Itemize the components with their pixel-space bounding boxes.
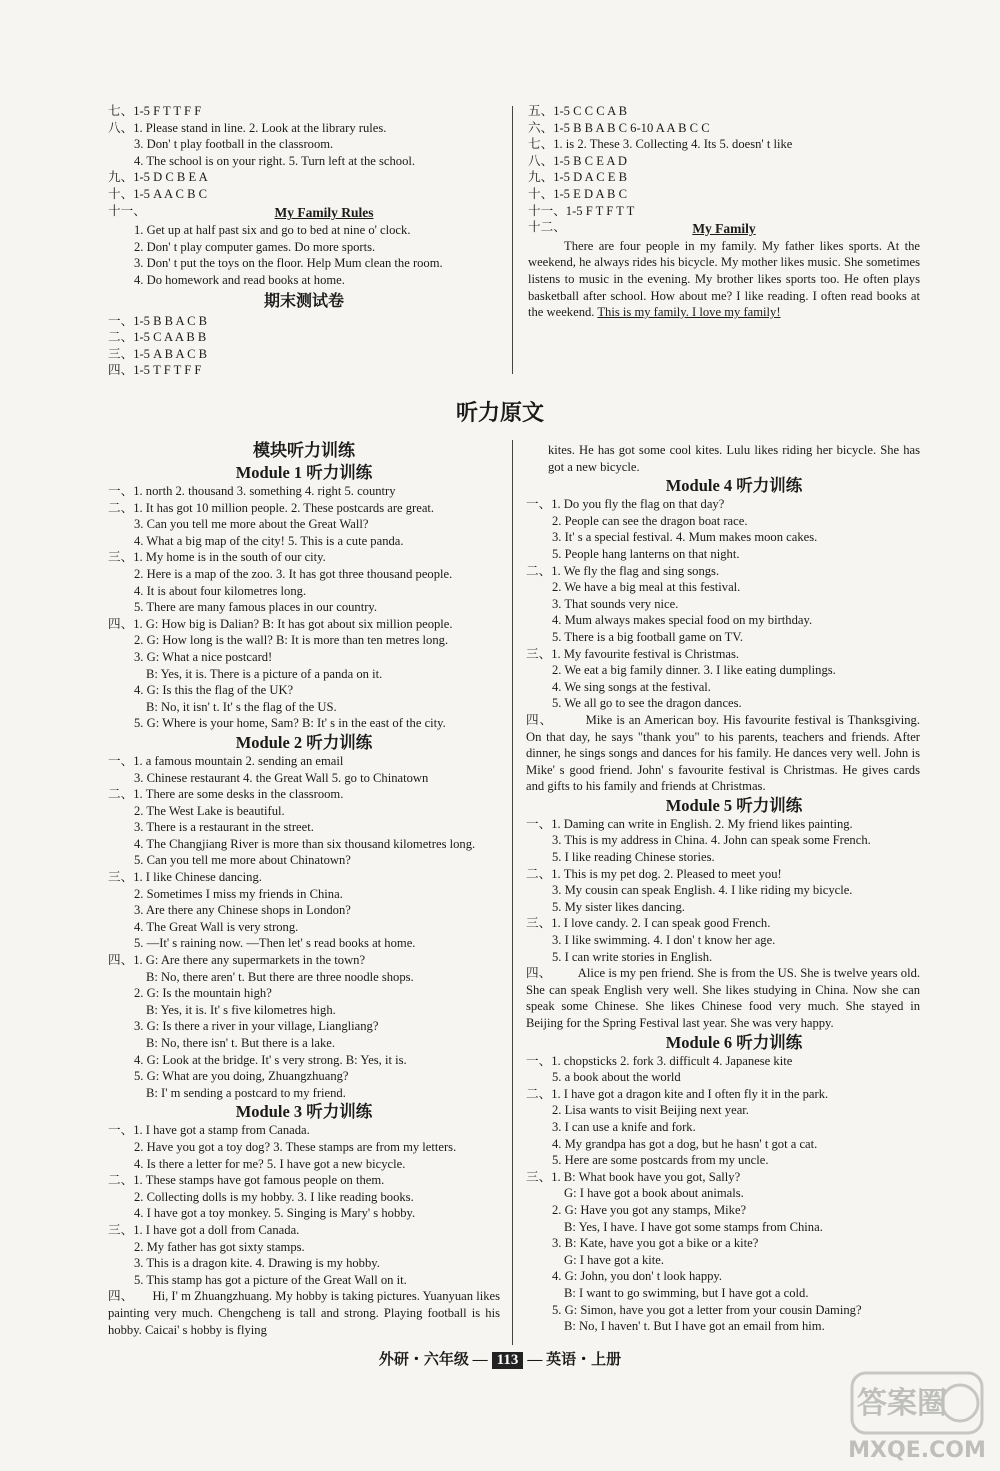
answer-line: 一、1. a famous mountain 2. sending an email bbox=[108, 753, 344, 768]
watermark-bottom-text: MXQE.COM bbox=[848, 1438, 986, 1463]
answer-line: 十、1-5 E D A B C bbox=[528, 186, 628, 201]
family-essay-end: This is my family. I love my family! bbox=[597, 305, 781, 320]
module-title: Module 1 听力训练 bbox=[235, 463, 373, 482]
top-left-answers bbox=[108, 103, 500, 379]
answer-line: 六、1-5 B B A B C 6-10 A A B C C bbox=[528, 120, 710, 135]
answer-line: 七、1. is 2. These 3. Collecting 4. Its 5. doesn' t like bbox=[528, 137, 793, 152]
answer-line: 九、1-5 D A C E B bbox=[528, 170, 628, 185]
answer-line: 3. Don' t put the toys on the floor. Help Mum clean the room. bbox=[134, 256, 443, 271]
main-title: 听力原文 bbox=[455, 400, 544, 425]
answer-line: B: Yes, I have. I have got some stamps from China. bbox=[564, 1219, 823, 1234]
answer-line: 5. There is a big football game on TV. bbox=[552, 629, 743, 644]
answer-line: B: No, there isn' t. But there is a lake. bbox=[146, 1036, 336, 1050]
answer-line: 三、1-5 A B A C B bbox=[108, 346, 208, 361]
answer-line: 二、1. It has got 10 million people. 2. These postcards are great. bbox=[108, 500, 435, 515]
answer-line: 4. Is there a letter for me? 5. I have got a new bicycle. bbox=[134, 1156, 406, 1171]
answer-line: 一、1-5 B B A C B bbox=[108, 313, 208, 328]
answer-line: 5. I can write stories in English. bbox=[552, 949, 713, 964]
answer-line: 3. Chinese restaurant 4. the Great Wall 5. go to Chinatown bbox=[134, 770, 429, 785]
answer-line: 4. Mum always makes special food on my birthday. bbox=[552, 613, 813, 628]
answer-line: 二、1. I have got a dragon kite and I often fly it in the park. bbox=[526, 1086, 829, 1101]
answer-line: 三、1. My home is in the south of our city. bbox=[108, 550, 326, 565]
answer-line: 5. My sister likes dancing. bbox=[552, 899, 685, 914]
answer-line: 4. We sing songs at the festival. bbox=[552, 679, 711, 694]
answer-line: 四、1-5 T F T F F bbox=[108, 363, 202, 378]
answer-line: 4. I have got a toy monkey. 5. Singing is Mary' s hobby. bbox=[134, 1206, 416, 1221]
answer-line: 1. Get up at half past six and go to bed at nine o' clock. bbox=[134, 223, 411, 238]
answer-line: 2. G: Have you got any stamps, Mike? bbox=[552, 1202, 747, 1217]
answer-line: 十二、 bbox=[528, 220, 566, 235]
answer-line: 3. I like swimming. 4. I don' t know her age. bbox=[552, 933, 776, 948]
answer-line: 2. Don' t play computer games. Do more sports. bbox=[134, 239, 376, 254]
answer-line: 3. Are there any Chinese shops in London? bbox=[134, 903, 351, 918]
listening-right-column bbox=[526, 442, 921, 1335]
answer-line: 二、1. There are some desks in the classroom. bbox=[108, 787, 344, 802]
answer-line: 三、1. I love candy. 2. I can speak good French. bbox=[526, 916, 771, 931]
answer-line: 5. G: Simon, have you got a letter from your cousin Daming? bbox=[552, 1302, 862, 1317]
answer-line: 4. My grandpa has got a dog, but he hasn' t got a cat. bbox=[552, 1136, 818, 1151]
answer-line: 4. The Changjiang River is more than six thousand kilometres long. bbox=[134, 836, 476, 851]
answer-line: 5. Here are some postcards from my uncle. bbox=[552, 1153, 769, 1168]
family-essay: There are four people in my family. My father likes sports. At the weekend, he always rides his bicycle. My mother likes music. She sometimes listens to music in the evening. My brother likes sports too. He often plays basketball after school. How about me? I like reading. I often read books at the weekend. This is my family. I love my family! bbox=[528, 238, 920, 320]
module3-part4-continued: kites. He has got some cool kites. Lulu likes riding her bicycle. She has got a new bicycle. bbox=[548, 443, 920, 474]
answer-line: 4. The school is on your right. 5. Turn left at the school. bbox=[134, 153, 416, 168]
answer-line: 二、1-5 C A A B B bbox=[108, 330, 207, 345]
answer-line: 5. I like reading Chinese stories. bbox=[552, 850, 715, 865]
bottom-divider bbox=[512, 440, 513, 1345]
answer-line: 二、1. These stamps have got famous people on them. bbox=[108, 1173, 385, 1188]
answer-line: 4. It is about four kilometres long. bbox=[134, 583, 307, 598]
answer-line: 2. Sometimes I miss my friends in China. bbox=[134, 886, 343, 901]
listening-left-column bbox=[108, 440, 500, 1338]
exam-title: 期末测试卷 bbox=[263, 292, 344, 310]
answer-line: 四、1. G: Are there any supermarkets in the town? bbox=[108, 953, 366, 968]
module4-title: Module 4 听力训练 bbox=[665, 476, 803, 496]
answer-line: 2. People can see the dragon boat race. bbox=[552, 513, 748, 528]
answer-line: 4. Do homework and read books at home. bbox=[134, 272, 345, 287]
answer-line: 一、1. Daming can write in English. 2. My friend likes painting. bbox=[526, 816, 853, 831]
answer-line: B: No, it isn' t. It' s the flag of the US. bbox=[146, 699, 337, 714]
answer-line: 七、1-5 F T T F F bbox=[108, 104, 202, 118]
answer-line: 3. I can use a knife and fork. bbox=[552, 1119, 696, 1134]
answer-line: 十、1-5 A A C B C bbox=[108, 186, 208, 201]
answer-line: 4. G: John, you don' t look happy. bbox=[552, 1269, 723, 1284]
answer-line: 2. Have you got a toy dog? 3. These stamps are from my letters. bbox=[134, 1139, 457, 1154]
answer-line: 5. G: Where is your home, Sam? B: It' s in the east of the city. bbox=[134, 716, 446, 731]
answer-line: 4. What a big map of the city! 5. This is a cute panda. bbox=[134, 533, 404, 548]
answer-line: 一、1. chopsticks 2. fork 3. difficult 4. Japanese kite bbox=[526, 1053, 793, 1068]
module-title: Module 2 听力训练 bbox=[235, 732, 373, 752]
answer-line: B: I want to go swimming, but I have got a cold. bbox=[564, 1285, 809, 1300]
answer-line: 一、1. I have got a stamp from Canada. bbox=[108, 1123, 310, 1138]
answer-line: 5. There are many famous places in our country. bbox=[134, 600, 378, 615]
answer-line: 2. My father has got sixty stamps. bbox=[134, 1239, 305, 1254]
answer-line: 八、1-5 B C E A D bbox=[528, 153, 628, 168]
top-right-answers bbox=[528, 103, 920, 321]
answer-line: 九、1-5 D C B E A bbox=[108, 170, 208, 185]
answer-line: 三、1. I like Chinese dancing. bbox=[108, 870, 262, 885]
answer-line: 4. The Great Wall is very strong. bbox=[134, 919, 299, 934]
answer-line: 5. People hang lanterns on that night. bbox=[552, 546, 740, 561]
section-title: 模块听力训练 bbox=[253, 441, 355, 460]
answer-line: 4. G: Is this the flag of the UK? bbox=[134, 683, 294, 698]
answer-line: 2. The West Lake is beautiful. bbox=[134, 803, 285, 818]
answer-line: 三、1. My favourite festival is Christmas. bbox=[526, 646, 740, 661]
answer-line: 4. G: Look at the bridge. It' s very strong. B: Yes, it is. bbox=[134, 1052, 407, 1067]
answer-line: 5. This stamp has got a picture of the Great Wall on it. bbox=[134, 1272, 407, 1287]
answer-line: 五、1-5 C C C A B bbox=[528, 104, 628, 118]
answer-line: 3. This is a dragon kite. 4. Drawing is my hobby. bbox=[134, 1256, 380, 1271]
answer-line: G: I have got a kite. bbox=[564, 1252, 665, 1267]
answer-line: 3. There is a restaurant in the street. bbox=[134, 820, 314, 835]
answer-line: 2. Collecting dolls is my hobby. 3. I like reading books. bbox=[134, 1189, 414, 1204]
answer-line: 三、1. B: What book have you got, Sally? bbox=[526, 1169, 741, 1184]
watermark-top-text: 答案圈 bbox=[857, 1386, 947, 1421]
answer-line: B: No, there aren' t. But there are three noodle shops. bbox=[146, 969, 414, 984]
answer-line: 3. My cousin can speak English. 4. I like riding my bicycle. bbox=[552, 883, 853, 898]
page-number: 113 bbox=[492, 1352, 524, 1369]
answer-line: 2. Here is a map of the zoo. 3. It has got three thousand people. bbox=[134, 566, 453, 581]
answer-line: 二、1. This is my pet dog. 2. Pleased to meet you! bbox=[526, 866, 782, 881]
answer-line: 2. G: How long is the wall? B: It is more than ten metres long. bbox=[134, 633, 449, 648]
answer-line: 3. G: What a nice postcard! bbox=[134, 649, 273, 664]
footer-right: — 英语・上册 bbox=[527, 1352, 622, 1368]
answer-line: 3. Don' t play football in the classroom. bbox=[134, 137, 334, 152]
answer-line: 3. This is my address in China. 4. John can speak some French. bbox=[552, 833, 871, 848]
module5-title: Module 5 听力训练 bbox=[665, 795, 803, 815]
answer-line: 3. That sounds very nice. bbox=[552, 596, 679, 611]
family-title: My Family bbox=[692, 220, 756, 236]
answer-line: 十一、 bbox=[108, 203, 146, 218]
answer-line: 2. Lisa wants to visit Beijing next year. bbox=[552, 1103, 749, 1118]
answer-line: 5. G: What are you doing, Zhuangzhuang? bbox=[134, 1069, 349, 1084]
answer-line: B: I' m sending a postcard to my friend. bbox=[146, 1085, 346, 1100]
module3-part4: 四、 Hi, I' m Zhuangzhuang. My hobby is taking pictures. Yuanyuan likes painting very much. Chengcheng is tall and strong. Playing football is his hobby. Caicai' s hobby is flying bbox=[108, 1289, 501, 1337]
answer-line: 2. We have a big meal at this festival. bbox=[552, 580, 741, 595]
answer-line: 2. We eat a big family dinner. 3. I like eating dumplings. bbox=[552, 663, 836, 678]
answer-line: 二、1. We fly the flag and sing songs. bbox=[526, 563, 720, 578]
answer-line: 5. a book about the world bbox=[552, 1070, 681, 1085]
module5-part4: 四、 Alice is my pen friend. She is from the US. She is twelve years old. She can speak English very well. She likes studying in China. Now she can speak some Chinese. She likes Chinese food very much. She stayed in Beijing for the Spring Festival last year. She was very happy. bbox=[526, 966, 921, 1030]
rules-title: My Family Rules bbox=[274, 205, 374, 221]
answer-line: 5. —It' s raining now. —Then let' s read books at home. bbox=[134, 936, 416, 951]
answer-line: 四、1. G: How big is Dalian? B: It has got about six million people. bbox=[108, 616, 453, 631]
answer-line: G: I have got a book about animals. bbox=[564, 1186, 744, 1201]
answer-line: 十一、1-5 F T F T T bbox=[528, 203, 635, 218]
answer-line: 八、1. Please stand in line. 2. Look at the library rules. bbox=[108, 120, 387, 135]
answer-line: 3. B: Kate, have you got a bike or a kite? bbox=[552, 1236, 759, 1251]
answer-line: 3. G: Is there a river in your village, Liangliang? bbox=[134, 1019, 379, 1034]
answer-line: 3. Can you tell me more about the Great Wall? bbox=[134, 517, 369, 532]
footer-left: 外研・六年级 — bbox=[378, 1352, 488, 1368]
top-divider bbox=[512, 106, 513, 374]
answer-line: 三、1. I have got a doll from Canada. bbox=[108, 1222, 300, 1237]
answer-line: 3. It' s a special festival. 4. Mum makes moon cakes. bbox=[552, 530, 818, 545]
answer-line: 一、1. north 2. thousand 3. something 4. right 5. country bbox=[108, 484, 396, 498]
answer-line: 2. G: Is the mountain high? bbox=[134, 986, 272, 1001]
module-title: Module 3 听力训练 bbox=[235, 1102, 373, 1122]
module6-title: Module 6 听力训练 bbox=[665, 1032, 803, 1052]
answer-line: B: No, I haven' t. But I have got an email from him. bbox=[564, 1319, 825, 1334]
answer-line: B: Yes, it is. It' s five kilometres high. bbox=[146, 1002, 336, 1017]
answer-line: 5. We all go to see the dragon dances. bbox=[552, 696, 742, 711]
answer-line: 一、1. Do you fly the flag on that day? bbox=[526, 497, 725, 512]
answer-line: B: Yes, it is. There is a picture of a panda on it. bbox=[146, 666, 383, 681]
answer-line: 5. Can you tell me more about Chinatown? bbox=[134, 853, 351, 868]
watermark-logo bbox=[842, 1365, 992, 1465]
module4-part4: 四、 Mike is an American boy. His favourite festival is Thanksgiving. On that day, he says "thank you" to his parents, teachers and friends. After dinner, he sings songs and dances for his family. He dances very well. John is Mike' s good friend. John' s favourite festival is Christmas. He gives cards and gifts to his family and friends at Christmas. bbox=[526, 712, 921, 794]
